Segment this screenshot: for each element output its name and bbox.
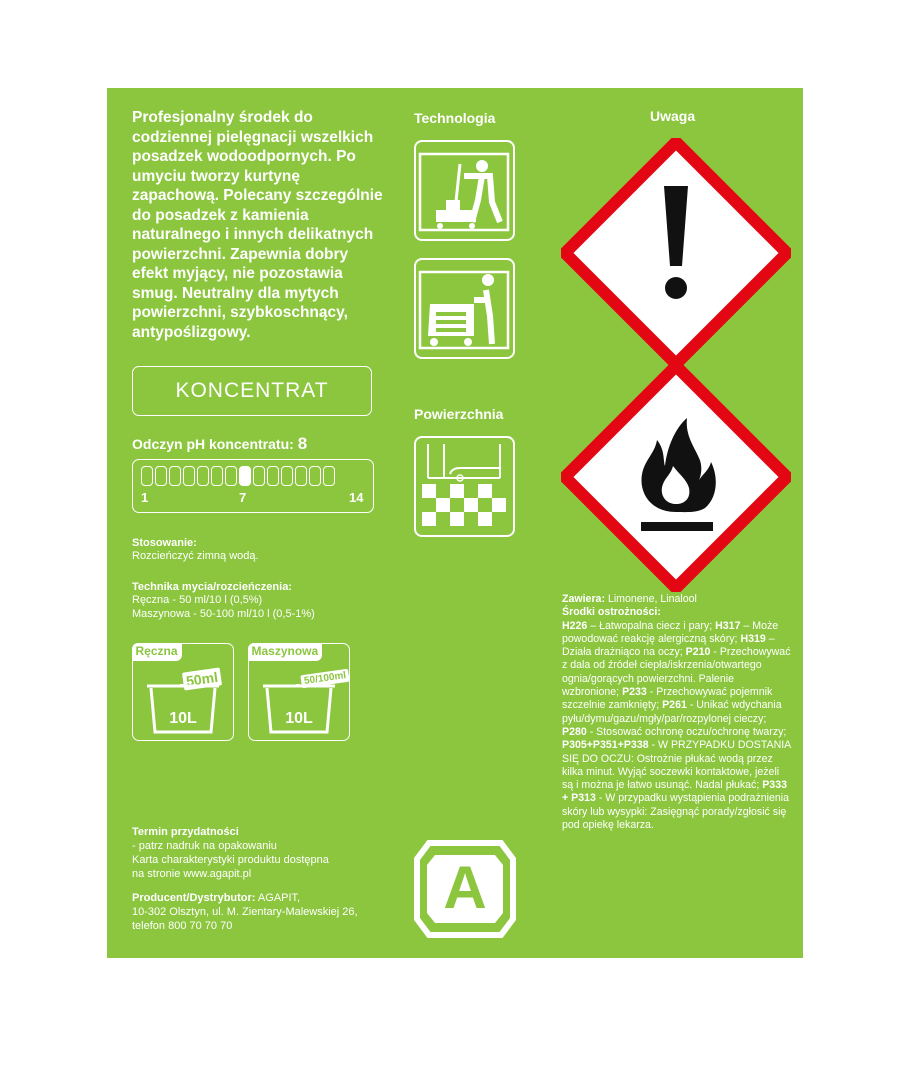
p305-text: - W PRZYPADKU DOSTANIA SIĘ DO OCZU: Ostrożnie płukać wodą przez kilka minut. Wyjąć soczewki kontaktowe, jeżeli są i można je łatwo usunąć. Nadal płukać; (562, 739, 791, 792)
h226-code: H226 (562, 619, 588, 632)
p305-code: P305+P351+P338 (562, 739, 649, 752)
producent-line-1: 10-302 Olsztyn, ul. M. Zientary-Malewskiej 26, (132, 906, 358, 918)
dose-reczna-volume: 10L (169, 710, 197, 727)
p261-text: - Unikać wdychania pyłu/dymu/gazu/mgły/par/rozpylonej cieczy; (562, 699, 782, 725)
ph-cell (323, 466, 335, 486)
flame-hazard-icon (561, 362, 791, 592)
danger-text (562, 593, 792, 832)
producent-line-2: telefon 800 70 70 70 (132, 920, 233, 932)
ph-title (132, 434, 307, 454)
koncentrat-label: KONCENTRAT (175, 379, 329, 402)
ph-value: 8 (297, 434, 308, 453)
producent-section (132, 891, 358, 933)
technika-line-1: Ręczna - 50 ml/10 l (0,5%) (132, 594, 263, 606)
dose-maszynowa-volume: 10L (285, 710, 313, 727)
termin-title: Termin przydatności (132, 826, 239, 838)
ph-cell (281, 466, 293, 486)
technika-line-2: Maszynowa - 50-100 ml/10 l (0,5-1%) (132, 608, 315, 620)
bucket-icon (261, 684, 337, 734)
technologia-title: Technologia (414, 110, 496, 126)
p261-code: P261 (662, 699, 687, 712)
bucket-icon (145, 684, 221, 734)
ph-scale (132, 459, 374, 513)
h319-code: H319 (740, 632, 766, 645)
exclamation-hazard-icon (561, 138, 791, 368)
ph-cell (267, 466, 279, 486)
srodki-label: Środki ostrożności: (562, 606, 661, 619)
zawiera-label: Zawiera: (562, 593, 605, 605)
ph-cell (197, 466, 209, 486)
surface-tiles-icon (414, 436, 515, 537)
ph-cell (169, 466, 181, 486)
agapit-logo (413, 833, 517, 945)
ph-cell (211, 466, 223, 486)
ph-cell (141, 466, 153, 486)
ph-cell (225, 466, 237, 486)
dose-reczna (132, 643, 234, 741)
termin-line-1: - patrz nadruk na opakowaniu (132, 840, 277, 852)
stosowanie-section (132, 537, 259, 563)
dose-maszynowa-tag: Maszynowa (248, 643, 323, 661)
termin-line-2: Karta charakterystyki produktu dostępna (132, 854, 329, 866)
ph-scale-max: 14 (349, 490, 364, 505)
p333-code: P333 + P313 (562, 779, 787, 805)
cleaning-mop-icon (414, 140, 515, 241)
termin-line-3: na stronie www.agapit.pl (132, 868, 252, 880)
dose-maszynowa-amount: 50/100ml (300, 669, 350, 689)
p333-text: - W przypadku wystąpienia podrażnienia skóry lub wysypki: Zasięgnąć porady/zgłosić się pod opiekę lekarza. (562, 792, 790, 832)
p280-text: - Stosować ochronę oczu/ochronę twarzy; (589, 725, 787, 738)
ph-scale-min: 1 (141, 490, 149, 505)
termin-section (132, 825, 329, 881)
p210-code: P210 (685, 646, 711, 659)
technika-section (132, 581, 315, 621)
h317-text: – Może powodować reakcję alergiczną skóry; (562, 619, 779, 645)
ph-cell (183, 466, 195, 486)
ph-cell (155, 466, 167, 486)
p233-code: P233 (622, 686, 647, 699)
producent-name: AGAPIT, (257, 892, 301, 904)
dose-maszynowa (248, 643, 350, 741)
h317-code: H317 (715, 619, 741, 632)
ph-scale-mid: 7 (239, 490, 247, 505)
ph-cell (239, 466, 251, 486)
label-panel (107, 88, 803, 958)
h226-text: – Łatwopalna ciecz i pary; (590, 619, 713, 632)
powierzchnia-title: Powierzchnia (414, 406, 504, 422)
zawiera-value: Limonene, Linalool (607, 593, 697, 605)
technika-title: Technika mycia/rozcieńczenia: (132, 581, 292, 593)
stosowanie-title: Stosowanie: (132, 537, 197, 549)
dose-reczna-amount: 50ml (182, 667, 222, 690)
h319-text: – Działa drażniąco na oczy; (562, 632, 775, 659)
ph-cell (253, 466, 265, 486)
ph-cells (141, 466, 335, 486)
p233-text: - Przechowywać pojemnik szczelnie zamknięty; (562, 686, 773, 712)
dose-reczna-tag: Ręczna (132, 643, 182, 661)
intro-text: Profesjonalny środek do codziennej pielęgnacji wszelkich posadzek wodoodpornych. Po umyciu tworzy kurtynę zapachową. Polecany szczególnie do posadzek z kamienia naturalnego i innych delikatnych powierzchni. Zapewnia dobry efekt myjący, nie pozostawia smug. Neutralny dla mytych powierzchni, szybkoschnący, antypoślizgowy. (132, 109, 383, 341)
logo-letter: A (443, 854, 487, 921)
koncentrat-box (132, 366, 372, 416)
producent-title: Producent/Dystrybutor: (132, 892, 256, 904)
ph-title-label: Odczyn pH koncentratu: (132, 436, 294, 452)
stosowanie-text: Rozcieńczyć zimną wodą. (132, 550, 259, 562)
ph-cell (295, 466, 307, 486)
uwaga-title: Uwaga (650, 108, 696, 124)
p280-code: P280 (562, 725, 587, 738)
floor-scrubber-icon (414, 258, 515, 359)
p210-text: - Przechowywać z dala od źródeł ciepła/iskrzenia/otwartego ognia/gorących powierzchni. Palenie wzbronione; (562, 646, 791, 699)
ph-cell (309, 466, 321, 486)
